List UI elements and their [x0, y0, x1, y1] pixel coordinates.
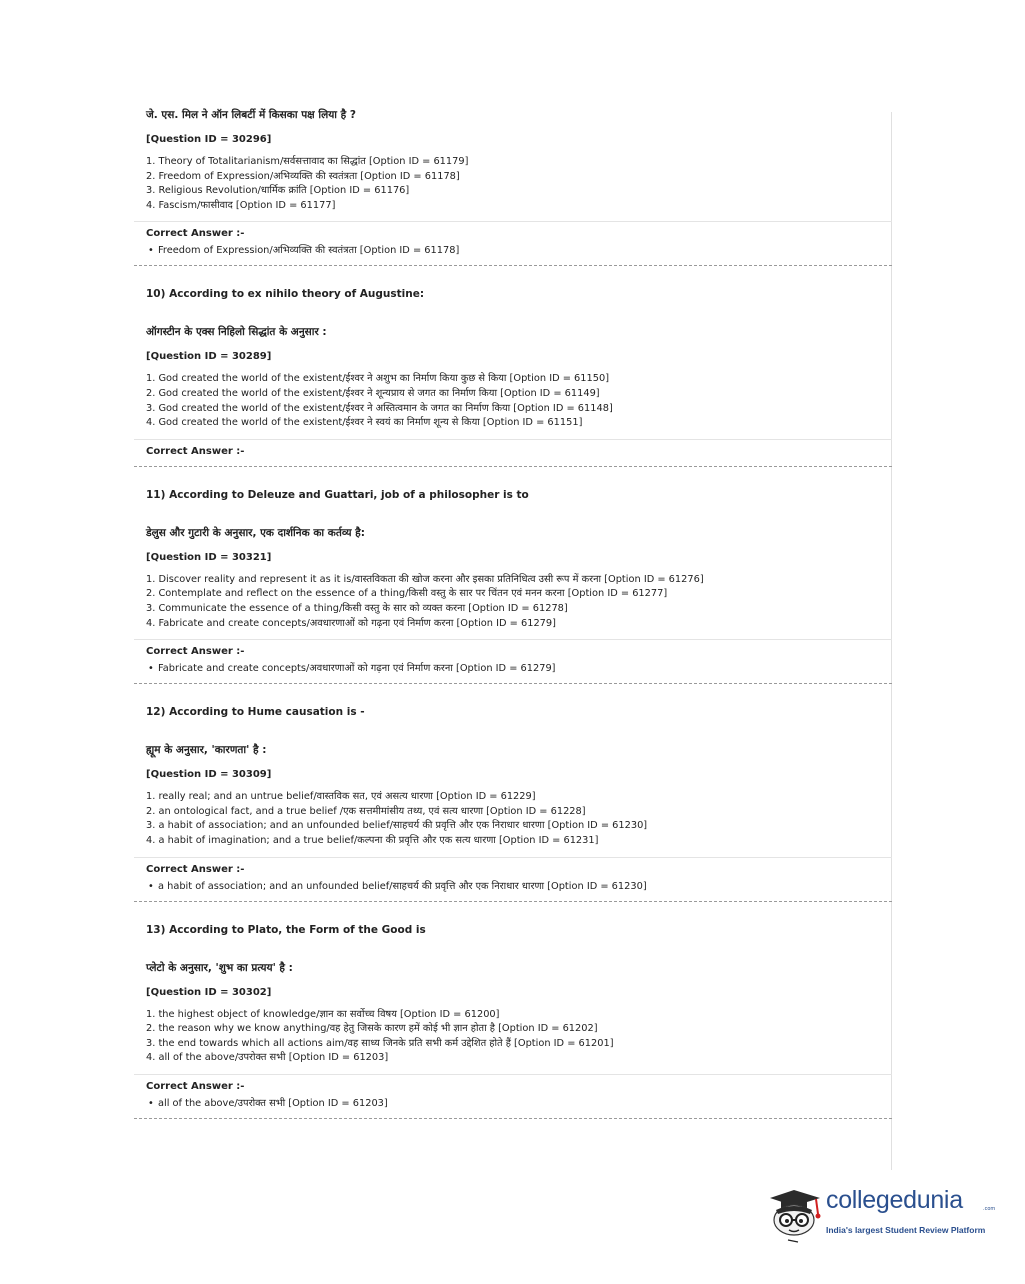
- correct-answer-label: Correct Answer :-: [146, 445, 245, 457]
- option-item: 2. Contemplate and reflect on the essence of a thing/किसी वस्तु के सार पर चिंतन एवं मनन करना [Option ID = 61277]: [146, 588, 668, 600]
- correct-answer-text: Fabricate and create concepts/अवधारणाओं को गढ़ना एवं निर्माण करना [Option ID = 61279]: [158, 663, 556, 675]
- question-paper-page: [134, 108, 892, 1119]
- question-id: [Question ID = 30309]: [146, 769, 272, 781]
- option-item: 1. God created the world of the existent/ईश्वर ने अशुभ का निर्माण किया कुछ से किया [Option ID = 61150]: [146, 373, 610, 385]
- option-item: 2. the reason why we know anything/वह हेतु जिसके कारण हमें कोई भी ज्ञान होता है [Option ID = 61202]: [146, 1023, 598, 1035]
- correct-answer-text: all of the above/उपरोक्त सभी [Option ID = 61203]: [158, 1097, 388, 1109]
- bullet-icon: •: [148, 1097, 154, 1109]
- correct-answer-section: [134, 1074, 892, 1109]
- bullet-icon: •: [148, 880, 154, 892]
- option-item: 4. Fascism/फासीवाद [Option ID = 61177]: [146, 199, 336, 211]
- options-list: [146, 790, 880, 848]
- correct-answer-label: Correct Answer :-: [146, 646, 245, 658]
- correct-answer-item: [146, 1096, 880, 1109]
- correct-answer-section: [134, 857, 892, 892]
- correct-answer-text: Freedom of Expression/अभिव्यक्ति की स्वतंत्रता [Option ID = 61178]: [158, 245, 460, 257]
- mascot-icon: [764, 1176, 824, 1246]
- question-hindi-text: जे. एस. मिल ने ऑन लिबर्टी में किसका पक्ष लिया है ?: [146, 109, 356, 121]
- question-id: [Question ID = 30321]: [146, 551, 272, 563]
- option-item: 4. God created the world of the existent/ईश्वर ने स्वयं का निर्माण शून्य से किया [Option ID = 61151]: [146, 417, 583, 429]
- question-title: 10) According to ex nihilo theory of Augustine:: [146, 288, 425, 301]
- logo-domain: .com: [983, 1206, 996, 1212]
- logo-wordmark: collegedunia: [826, 1186, 963, 1214]
- question-id: [Question ID = 30296]: [146, 134, 272, 145]
- bullet-icon: •: [148, 245, 154, 257]
- correct-answer-section: [134, 439, 892, 457]
- option-item: 1. Discover reality and represent it as it is/वास्तविकता की खोज करना और इसका प्रतिनिधित्व उसी रूप में करना [Option ID = 61276]: [146, 573, 704, 585]
- bullet-icon: •: [148, 663, 154, 675]
- option-item: 1. really real; and an untrue belief/वास्तविक सत, एवं असत्य धारणा [Option ID = 61229]: [146, 791, 536, 803]
- options-list: [146, 372, 880, 430]
- question-id: [Question ID = 30289]: [146, 351, 272, 363]
- question-hindi-text: ऑगस्टीन के एक्स निहिलो सिद्धांत के अनुसार :: [146, 326, 327, 339]
- correct-answer-item: [146, 661, 880, 674]
- correct-answer-section: [134, 639, 892, 674]
- correct-answer-label: Correct Answer :-: [146, 863, 245, 875]
- option-item: 2. God created the world of the existent/ईश्वर ने शून्यप्राय से जगत का निर्माण किया [Option ID = 61149]: [146, 387, 600, 399]
- option-item: 2. an ontological fact, and a true belief /एक सत्तमीमांसीय तथ्य, एवं सत्य धारणा [Option ID = 61228]: [146, 805, 586, 817]
- option-item: 4. all of the above/उपरोक्त सभी [Option ID = 61203]: [146, 1052, 389, 1064]
- question-hindi-text: प्लेटो के अनुसार, 'शुभ का प्रत्यय' है :: [146, 961, 293, 974]
- correct-answer-section: [134, 221, 892, 256]
- question-block: [134, 684, 892, 901]
- correct-answer-item: [146, 243, 880, 256]
- question-block: [134, 902, 892, 1119]
- option-item: 3. God created the world of the existent/ईश्वर ने अस्तित्वमान के जगत का निर्माण किया [Option ID = 61148]: [146, 402, 613, 414]
- collegedunia-logo: [764, 1176, 994, 1246]
- question-separator: [134, 1118, 892, 1119]
- option-item: 1. the highest object of knowledge/ज्ञान का सर्वोच्च विषय [Option ID = 61200]: [146, 1008, 500, 1020]
- question-title: 13) According to Plato, the Form of the Good is: [146, 923, 426, 936]
- correct-answer-item: [146, 879, 880, 892]
- option-item: 3. Communicate the essence of a thing/किसी वस्तु के सार को व्यक्त करना [Option ID = 61278]: [146, 602, 568, 614]
- option-item: 3. the end towards which all actions aim/वह साध्य जिनके प्रति सभी कर्म उद्देशित होते हैं [Option ID = 61201]: [146, 1037, 614, 1049]
- question-block: [134, 108, 892, 266]
- correct-answer-text: a habit of association; and an unfounded belief/साहचर्य की प्रवृत्ति और एक निराधार धारणा [Option ID = 61230]: [158, 880, 647, 892]
- options-list: [146, 573, 880, 631]
- option-item: 3. a habit of association; and an unfounded belief/साहचर्य की प्रवृत्ति और एक निराधार धारणा [Option ID = 61230]: [146, 820, 648, 832]
- question-title: 12) According to Hume causation is -: [146, 706, 365, 719]
- correct-answer-label: Correct Answer :-: [146, 228, 245, 240]
- options-list: [146, 1008, 880, 1066]
- question-block: [134, 467, 892, 684]
- logo-tagline: India's largest Student Review Platform: [826, 1225, 986, 1235]
- correct-answer-label: Correct Answer :-: [146, 1080, 245, 1092]
- question-block: [134, 266, 892, 466]
- option-item: 2. Freedom of Expression/अभिव्यक्ति की स्वतंत्रता [Option ID = 61178]: [146, 170, 460, 182]
- question-title: 11) According to Deleuze and Guattari, job of a philosopher is to: [146, 488, 529, 501]
- question-hindi-text: डेलुस और गुटारी के अनुसार, एक दार्शनिक का कर्तव्य है:: [146, 526, 365, 539]
- options-list: [146, 155, 880, 213]
- option-item: 3. Religious Revolution/धार्मिक क्रांति [Option ID = 61176]: [146, 185, 410, 197]
- question-hindi-text: ह्यूम के अनुसार, 'कारणता' है :: [146, 744, 267, 757]
- option-item: 1. Theory of Totalitarianism/सर्वसत्तावाद का सिद्धांत [Option ID = 61179]: [146, 156, 469, 167]
- option-item: 4. Fabricate and create concepts/अवधारणाओं को गढ़ना एवं निर्माण करना [Option ID = 61279]: [146, 617, 556, 629]
- option-item: 4. a habit of imagination; and a true belief/कल्पना की प्रवृत्ति और एक सत्य धारणा [Option ID = 61231]: [146, 834, 599, 846]
- question-id: [Question ID = 30302]: [146, 986, 272, 998]
